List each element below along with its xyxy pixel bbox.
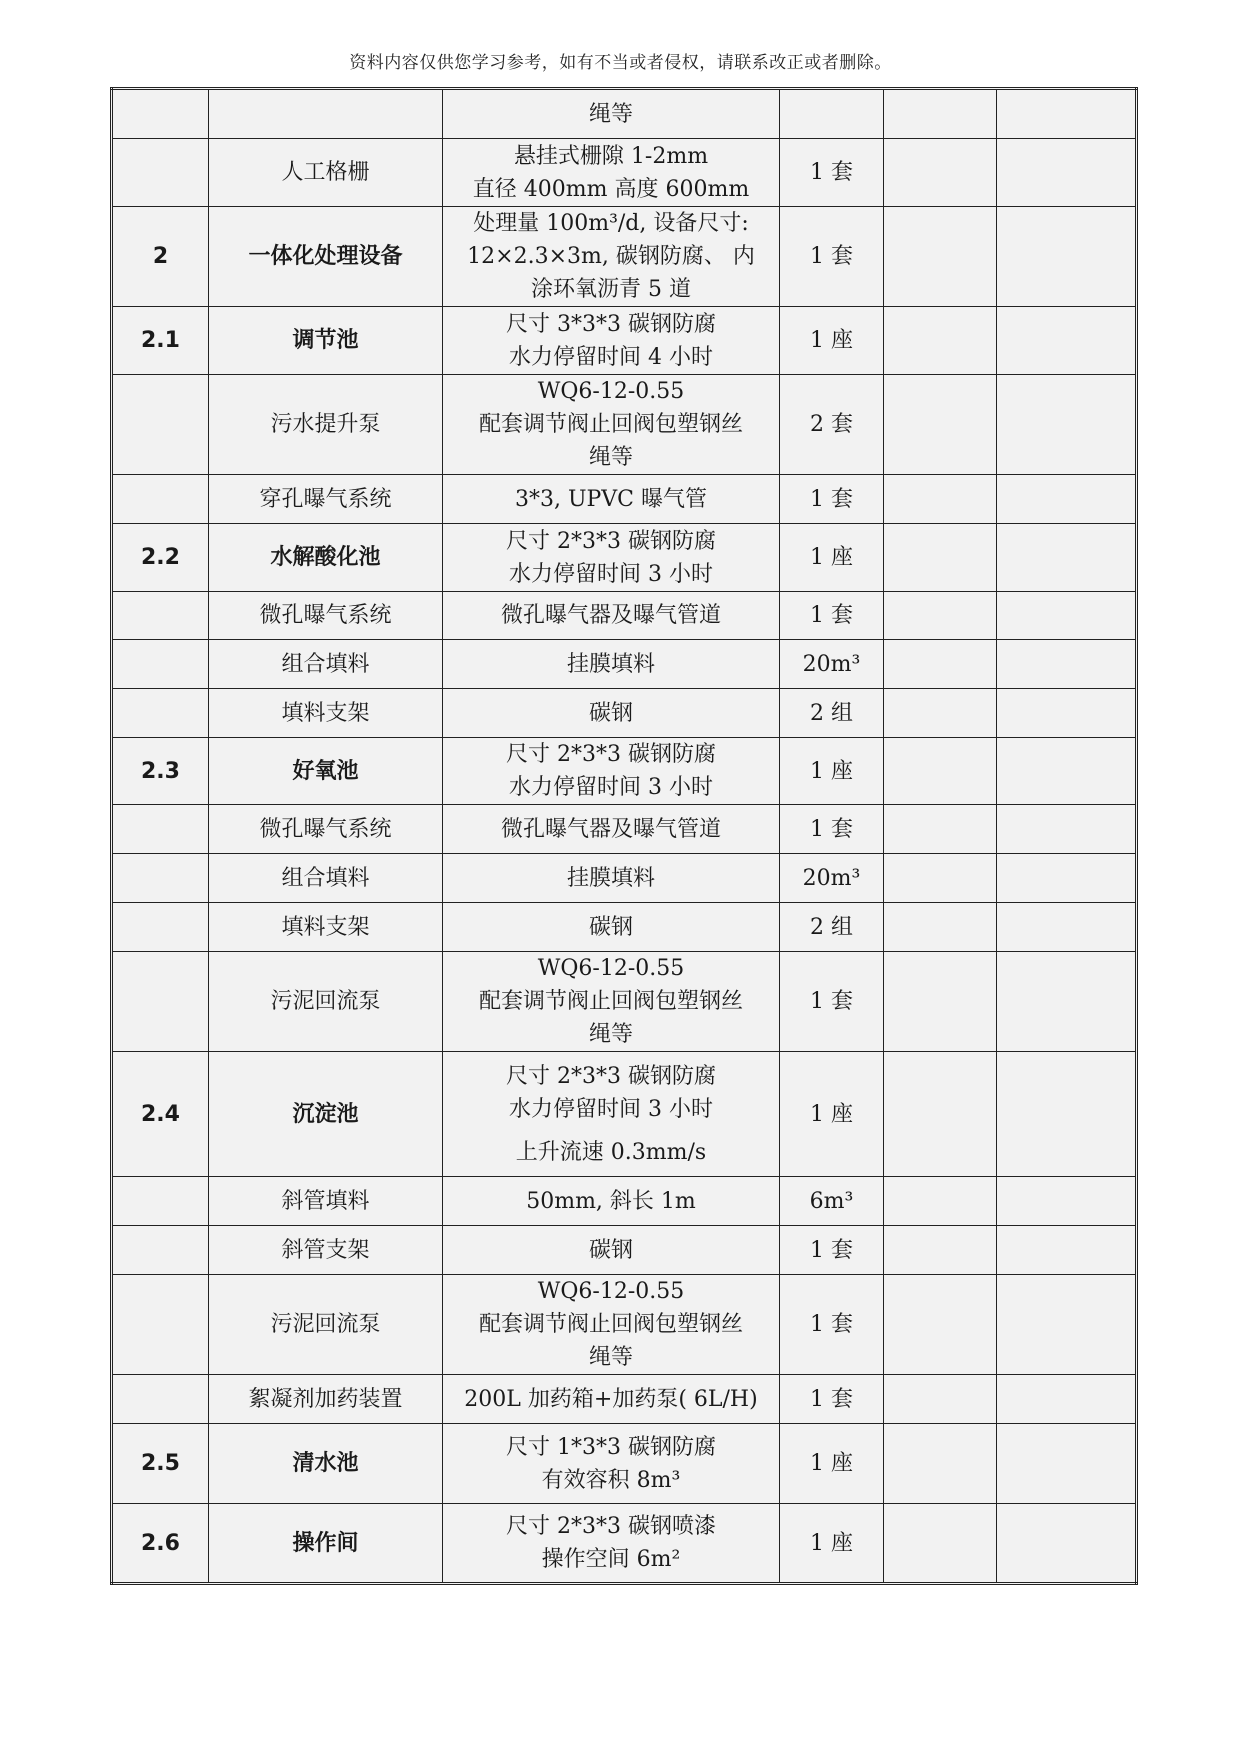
spec-line: 绳等 bbox=[588, 1345, 633, 1370]
item-spec-cell bbox=[443, 307, 780, 375]
item-number-cell bbox=[112, 375, 209, 475]
item-quantity-cell: 1 套 bbox=[780, 805, 884, 854]
spec-line: 涂环氧沥青 5 道 bbox=[531, 277, 691, 302]
spec-line: 尺寸 2*3*3 碳钢防腐 bbox=[506, 528, 716, 554]
table-row bbox=[112, 1275, 1137, 1375]
empty-cell bbox=[884, 805, 997, 854]
item-name-cell: 斜管支架 bbox=[209, 1226, 443, 1275]
item-spec-cell bbox=[443, 805, 780, 854]
item-name-cell: 污水提升泵 bbox=[209, 375, 443, 475]
spec-line: 配套调节阀止回阀包塑钢丝 bbox=[478, 989, 743, 1014]
item-number-cell bbox=[112, 805, 209, 854]
spec-line: 碳钢 bbox=[588, 914, 633, 940]
spec-line: 尺寸 1*3*3 碳钢防腐 bbox=[506, 1434, 716, 1460]
spec-line: 12×2.3×3m, 碳钢防腐、 内 bbox=[467, 244, 755, 269]
empty-cell bbox=[884, 375, 997, 475]
item-number-cell: 2.2 bbox=[112, 524, 209, 592]
item-quantity-cell: 1 座 bbox=[780, 1052, 884, 1177]
empty-cell bbox=[997, 475, 1137, 524]
equipment-table bbox=[110, 87, 1138, 1585]
item-spec-cell bbox=[443, 738, 780, 805]
table-row bbox=[112, 1424, 1137, 1504]
item-quantity-cell: 20m³ bbox=[780, 640, 884, 689]
empty-cell bbox=[997, 640, 1137, 689]
item-quantity-cell: 1 座 bbox=[780, 307, 884, 375]
item-name-cell: 好氧池 bbox=[209, 738, 443, 805]
item-quantity-cell: 1 套 bbox=[780, 952, 884, 1052]
item-name-cell: 调节池 bbox=[209, 307, 443, 375]
item-name-cell: 填料支架 bbox=[209, 689, 443, 738]
spec-line: 挂膜填料 bbox=[566, 651, 655, 677]
item-name-cell: 人工格栅 bbox=[209, 139, 443, 207]
item-number-cell bbox=[112, 640, 209, 689]
item-number-cell bbox=[112, 592, 209, 640]
empty-cell bbox=[997, 1504, 1137, 1584]
item-spec-cell bbox=[443, 375, 780, 475]
item-quantity-cell: 2 组 bbox=[780, 903, 884, 952]
table-row bbox=[112, 139, 1137, 207]
table-row bbox=[112, 475, 1137, 524]
item-number-cell: 2.5 bbox=[112, 1424, 209, 1504]
spec-line: 水力停留时间 3 小时 bbox=[509, 775, 713, 800]
item-quantity-cell: 1 套 bbox=[780, 139, 884, 207]
spec-line: 有效容积 8m³ bbox=[541, 1467, 681, 1493]
empty-cell bbox=[997, 903, 1137, 952]
item-spec-cell bbox=[443, 207, 780, 307]
item-spec-cell bbox=[443, 524, 780, 592]
spec-line: 悬挂式栅隙 1-2mm bbox=[513, 143, 709, 169]
item-spec-cell bbox=[443, 1375, 780, 1424]
empty-cell bbox=[997, 375, 1137, 475]
table-row bbox=[112, 689, 1137, 738]
item-spec-cell bbox=[443, 1177, 780, 1226]
spec-line: 配套调节阀止回阀包塑钢丝 bbox=[478, 1312, 743, 1337]
spec-line: 50mm, 斜长 1m bbox=[526, 1188, 696, 1214]
table-row bbox=[112, 89, 1137, 139]
empty-cell bbox=[884, 1424, 997, 1504]
item-name-cell: 组合填料 bbox=[209, 854, 443, 903]
item-quantity-cell: 1 套 bbox=[780, 1375, 884, 1424]
empty-cell bbox=[997, 207, 1137, 307]
item-quantity-cell: 1 套 bbox=[780, 592, 884, 640]
item-quantity-cell: 1 座 bbox=[780, 1504, 884, 1584]
spec-line: WQ6-12-0.55 bbox=[537, 379, 685, 404]
spec-line: 3*3, UPVC 曝气管 bbox=[514, 486, 708, 512]
table-row bbox=[112, 592, 1137, 640]
table-row bbox=[112, 524, 1137, 592]
item-name-cell: 清水池 bbox=[209, 1424, 443, 1504]
spec-line: 绳等 bbox=[588, 101, 633, 127]
empty-cell bbox=[884, 854, 997, 903]
empty-cell bbox=[997, 1375, 1137, 1424]
empty-cell bbox=[884, 207, 997, 307]
spec-line: 微孔曝气器及曝气管道 bbox=[500, 603, 721, 628]
empty-cell bbox=[997, 139, 1137, 207]
item-name-cell: 一体化处理设备 bbox=[209, 207, 443, 307]
item-number-cell bbox=[112, 854, 209, 903]
empty-cell bbox=[884, 1504, 997, 1584]
table-row bbox=[112, 640, 1137, 689]
item-number-cell bbox=[112, 903, 209, 952]
item-number-cell bbox=[112, 89, 209, 139]
empty-cell bbox=[997, 1424, 1137, 1504]
table-row bbox=[112, 805, 1137, 854]
item-number-cell: 2 bbox=[112, 207, 209, 307]
table-row bbox=[112, 952, 1137, 1052]
spec-line: 上升流速 0.3mm/s bbox=[515, 1139, 707, 1165]
spec-line: WQ6-12-0.55 bbox=[537, 1279, 685, 1304]
empty-cell bbox=[997, 1052, 1137, 1177]
empty-cell bbox=[997, 524, 1137, 592]
empty-cell bbox=[997, 854, 1137, 903]
empty-cell bbox=[884, 640, 997, 689]
item-quantity-cell: 2 组 bbox=[780, 689, 884, 738]
empty-cell bbox=[997, 89, 1137, 139]
item-number-cell bbox=[112, 689, 209, 738]
item-number-cell bbox=[112, 475, 209, 524]
empty-cell bbox=[997, 1177, 1137, 1226]
item-number-cell: 2.1 bbox=[112, 307, 209, 375]
item-name-cell: 操作间 bbox=[209, 1504, 443, 1584]
item-name-cell: 填料支架 bbox=[209, 903, 443, 952]
empty-cell bbox=[884, 1177, 997, 1226]
item-name-cell: 污泥回流泵 bbox=[209, 952, 443, 1052]
item-spec-cell bbox=[443, 89, 780, 139]
table-row bbox=[112, 903, 1137, 952]
empty-cell bbox=[884, 689, 997, 738]
empty-cell bbox=[884, 1375, 997, 1424]
item-spec-cell bbox=[443, 1275, 780, 1375]
item-quantity-cell: 1 套 bbox=[780, 207, 884, 307]
table-row bbox=[112, 1226, 1137, 1275]
item-name-cell: 水解酸化池 bbox=[209, 524, 443, 592]
empty-cell bbox=[997, 592, 1137, 640]
table-row bbox=[112, 1052, 1137, 1177]
spec-line: 碳钢 bbox=[588, 700, 633, 726]
item-spec-cell bbox=[443, 1052, 780, 1177]
item-number-cell bbox=[112, 1177, 209, 1226]
empty-cell bbox=[884, 307, 997, 375]
item-quantity-cell: 1 座 bbox=[780, 1424, 884, 1504]
item-number-cell: 2.6 bbox=[112, 1504, 209, 1584]
table-row bbox=[112, 1504, 1137, 1584]
item-name-cell: 沉淀池 bbox=[209, 1052, 443, 1177]
spec-line: 水力停留时间 3 小时 bbox=[509, 561, 713, 587]
empty-cell bbox=[884, 475, 997, 524]
item-quantity-cell: 1 套 bbox=[780, 475, 884, 524]
spec-line: 碳钢 bbox=[588, 1237, 633, 1263]
empty-cell bbox=[884, 592, 997, 640]
item-quantity-cell: 1 座 bbox=[780, 738, 884, 805]
spec-line: 配套调节阀止回阀包塑钢丝 bbox=[478, 412, 743, 437]
spec-line: 挂膜填料 bbox=[566, 865, 655, 891]
item-quantity-cell: 20m³ bbox=[780, 854, 884, 903]
item-name-cell bbox=[209, 89, 443, 139]
empty-cell bbox=[997, 1226, 1137, 1275]
empty-cell bbox=[884, 1226, 997, 1275]
empty-cell bbox=[884, 89, 997, 139]
empty-cell bbox=[997, 689, 1137, 738]
item-quantity-cell: 1 座 bbox=[780, 524, 884, 592]
item-name-cell: 微孔曝气系统 bbox=[209, 592, 443, 640]
empty-cell bbox=[997, 307, 1137, 375]
item-spec-cell bbox=[443, 640, 780, 689]
empty-cell bbox=[997, 738, 1137, 805]
table-row bbox=[112, 738, 1137, 805]
item-number-cell: 2.3 bbox=[112, 738, 209, 805]
item-number-cell bbox=[112, 1375, 209, 1424]
item-quantity-cell: 6m³ bbox=[780, 1177, 884, 1226]
empty-cell bbox=[884, 524, 997, 592]
item-spec-cell bbox=[443, 475, 780, 524]
item-name-cell: 斜管填料 bbox=[209, 1177, 443, 1226]
spec-line: 尺寸 3*3*3 碳钢防腐 bbox=[506, 311, 716, 337]
spec-line: 尺寸 2*3*3 碳钢防腐 bbox=[506, 1063, 716, 1089]
spec-line: WQ6-12-0.55 bbox=[537, 956, 685, 981]
item-spec-cell bbox=[443, 689, 780, 738]
empty-cell bbox=[884, 1275, 997, 1375]
item-quantity-cell bbox=[780, 89, 884, 139]
item-name-cell: 穿孔曝气系统 bbox=[209, 475, 443, 524]
empty-cell bbox=[884, 952, 997, 1052]
empty-cell bbox=[884, 903, 997, 952]
empty-cell bbox=[884, 738, 997, 805]
empty-cell bbox=[997, 805, 1137, 854]
table-row bbox=[112, 854, 1137, 903]
item-spec-cell bbox=[443, 1424, 780, 1504]
item-spec-cell bbox=[443, 854, 780, 903]
empty-cell bbox=[997, 952, 1137, 1052]
item-spec-cell bbox=[443, 1226, 780, 1275]
spec-line: 水力停留时间 3 小时 bbox=[509, 1096, 713, 1122]
item-number-cell bbox=[112, 139, 209, 207]
spec-line: 操作空间 6m² bbox=[541, 1547, 681, 1572]
item-spec-cell bbox=[443, 592, 780, 640]
item-name-cell: 污泥回流泵 bbox=[209, 1275, 443, 1375]
disclaimer-header: 资料内容仅供您学习参考，如有不当或者侵权，请联系改正或者删除。 bbox=[349, 53, 892, 73]
spec-line: 处理量 100m³/d, 设备尺寸: bbox=[473, 211, 749, 236]
item-number-cell bbox=[112, 952, 209, 1052]
spec-line: 200L 加药箱+加药泵( 6L/H) bbox=[464, 1386, 758, 1412]
table-row bbox=[112, 307, 1137, 375]
item-number-cell bbox=[112, 1226, 209, 1275]
item-name-cell: 组合填料 bbox=[209, 640, 443, 689]
spec-line: 尺寸 2*3*3 碳钢喷漆 bbox=[506, 1514, 716, 1539]
item-number-cell bbox=[112, 1275, 209, 1375]
item-spec-cell bbox=[443, 139, 780, 207]
spec-line: 直径 400mm 高度 600mm bbox=[472, 176, 750, 202]
empty-cell bbox=[997, 1275, 1137, 1375]
spec-line: 尺寸 2*3*3 碳钢防腐 bbox=[506, 742, 716, 767]
item-spec-cell bbox=[443, 952, 780, 1052]
spec-line: 微孔曝气器及曝气管道 bbox=[500, 816, 721, 842]
item-name-cell: 絮凝剂加药装置 bbox=[209, 1375, 443, 1424]
table-row bbox=[112, 207, 1137, 307]
table-row bbox=[112, 375, 1137, 475]
item-name-cell: 微孔曝气系统 bbox=[209, 805, 443, 854]
empty-cell bbox=[884, 1052, 997, 1177]
item-spec-cell bbox=[443, 1504, 780, 1584]
spec-line: 绳等 bbox=[588, 1022, 633, 1047]
spec-line: 水力停留时间 4 小时 bbox=[509, 344, 713, 370]
empty-cell bbox=[884, 139, 997, 207]
item-spec-cell bbox=[443, 903, 780, 952]
table-row bbox=[112, 1375, 1137, 1424]
item-quantity-cell: 1 套 bbox=[780, 1275, 884, 1375]
item-quantity-cell: 2 套 bbox=[780, 375, 884, 475]
item-quantity-cell: 1 套 bbox=[780, 1226, 884, 1275]
spec-line: 绳等 bbox=[588, 445, 633, 470]
table-row bbox=[112, 1177, 1137, 1226]
item-number-cell: 2.4 bbox=[112, 1052, 209, 1177]
